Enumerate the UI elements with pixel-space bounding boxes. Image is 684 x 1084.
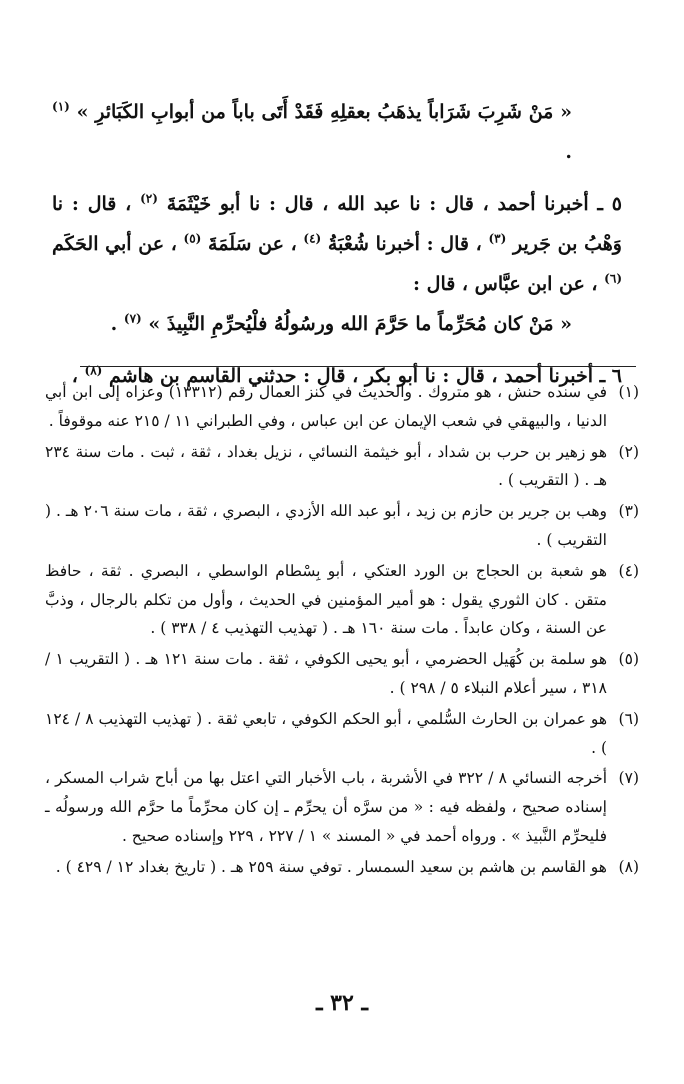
isnad-text: ، قال : نا وَهْبُ بن جَرير — [52, 193, 622, 255]
isnad-text: ، عن ابن عبَّاس ، قال : — [413, 273, 605, 295]
hadith-2: « مَنْ كان مُحَرِّماً ما حَرَّمَ الله ورسُولُهُ فلْيُحرِّمِ النَّبِيذَ » — [148, 313, 572, 335]
isnad-text: ٦ ـ أخبرنا أحمد ، قال : نا أبو بكر ، قال : حدثني القاسم بن هاشم — [108, 365, 622, 387]
footnote — [45, 764, 639, 850]
footnotes — [45, 378, 639, 884]
page-number: ـ ٣٢ ـ — [316, 990, 368, 1016]
footnote-text: هو زهير بن حرب بن شداد ، أبو خيثمة النسائي ، نزيل بغداد ، ثقة ، ثبت . مات سنة ٢٣٤ هـ . ( التقريب ) . — [45, 442, 607, 490]
footnote-number: (١) — [618, 383, 639, 401]
hadith-text-1 — [52, 92, 622, 172]
hadith-1: « مَنْ شَرِبَ شَرَاباً يذهَبُ بعقلِهِ فَقَدْ أَتَى باباً من أبوابِ الكَبَائرِ » — [76, 101, 572, 123]
footnote-text: هو عمران بن الحارث السُّلمي ، أبو الحكم الكوفي ، تابعي ثقة . ( تهذيب التهذيب ٨ / ١٢٤ ) . — [45, 709, 608, 757]
isnad-text: ٥ ـ أخبرنا أحمد ، قال : نا عبد الله ، قال : نا أبو خَيْثَمَةَ — [166, 193, 622, 215]
footnote-text: هو القاسم بن هاشم بن سعيد السمسار . توفي سنة ٢٥٩ هـ . ( تاريخ بغداد ١٢ / ٤٢٩ ) . — [55, 857, 607, 876]
footnote-ref: (٤) — [303, 231, 322, 246]
isnad-text: ، قال : أخبرنا شُعْبَةُ — [327, 233, 489, 255]
footnote-text: في سنده حنش ، هو متروك . والحديث في كنز العمال رقم (١٣٣١٢) وعزاه إلى ابن أبي الدنيا ، والبيهقي في شعب الإيمان عن ابن عباس ، وفي الطبراني ١١ / ٢١٥ عنه موقوفاً . — [45, 383, 607, 430]
footnote-separator — [80, 366, 636, 367]
footnote-ref: (٨) — [84, 363, 103, 378]
footnote — [45, 705, 639, 763]
footnote-number: (٥) — [618, 650, 639, 669]
footnote-ref: (٢) — [140, 191, 158, 206]
footnote-number: (٣) — [618, 502, 639, 521]
isnad-paragraph-5 — [52, 184, 622, 304]
footnote-number: (٨) — [618, 857, 639, 876]
footnote-text: وهب بن جرير بن حازم بن زيد ، أبو عبد الله الأزدي ، البصري ، ثقة ، مات سنة ٢٠٦ هـ . ( التقريب ) . — [45, 502, 607, 549]
footnote-ref: (١) — [52, 99, 70, 114]
footnote-ref: (٣) — [488, 231, 507, 246]
punctuation: . — [565, 141, 572, 163]
footnote-number: (٤) — [618, 561, 639, 580]
footnote-ref: (٥) — [183, 231, 202, 246]
footnote — [45, 853, 639, 882]
isnad-text: ، عن سَلَمَةَ — [208, 233, 304, 255]
footnote-number: (٢) — [618, 442, 639, 461]
footnote — [45, 645, 639, 703]
isnad-text: ، عن أبي الحَكَم — [52, 233, 184, 255]
punctuation: ، — [71, 365, 85, 387]
footnote-number: (٧) — [618, 769, 639, 788]
punctuation: . — [110, 313, 124, 335]
footnote — [45, 497, 639, 555]
footnote-ref: (٦) — [604, 271, 622, 286]
footnote-text: هو سلمة بن كُهَيل الحضرمي ، أبو يحيى الكوفي ، ثقة . مات سنة ١٢١ هـ . ( التقريب ١ / ٣١٨ ، سير أعلام النبلاء ٥ / ٢٩٨ ) . — [45, 650, 607, 697]
footnote-text: هو شعبة بن الحجاج بن الورد العتكي ، أبو بِسْطام الواسطي ، البصري . ثقة ، حافظ متقن . كان الثوري يقول : هو أمير المؤمنين في الحديث ، وأول من تكلم بالرجال ، وذبَّ عن السنة ، وكان عابداً . مات سنة ١٦٠ هـ . ( تهذيب التهذيب ٤ / ٣٣٨ ) . — [45, 561, 607, 638]
footnote-number: (٦) — [618, 709, 639, 728]
hadith-text-2 — [52, 304, 622, 344]
footnote-text: أخرجه النسائي ٨ / ٣٢٢ في الأشربة ، باب الأخبار التي اعتل بها من أباح شراب المسكر ، إسناده صحيح ، ولفظه فيه : « من سرَّه أن يحرِّم ـ إن كان محرِّماً ما حرَّم الله ورسولُه ـ فليحرِّم النَّبيذ » . ورواه أحمد في « المسند » ١ / ٢٢٧ ، ٢٢٩ وإسناده صحيح . — [45, 769, 607, 845]
footnote — [45, 557, 639, 643]
footnote — [45, 438, 639, 496]
footnote — [45, 378, 639, 436]
main-text — [52, 92, 622, 396]
footnote-ref: (٧) — [123, 311, 142, 326]
